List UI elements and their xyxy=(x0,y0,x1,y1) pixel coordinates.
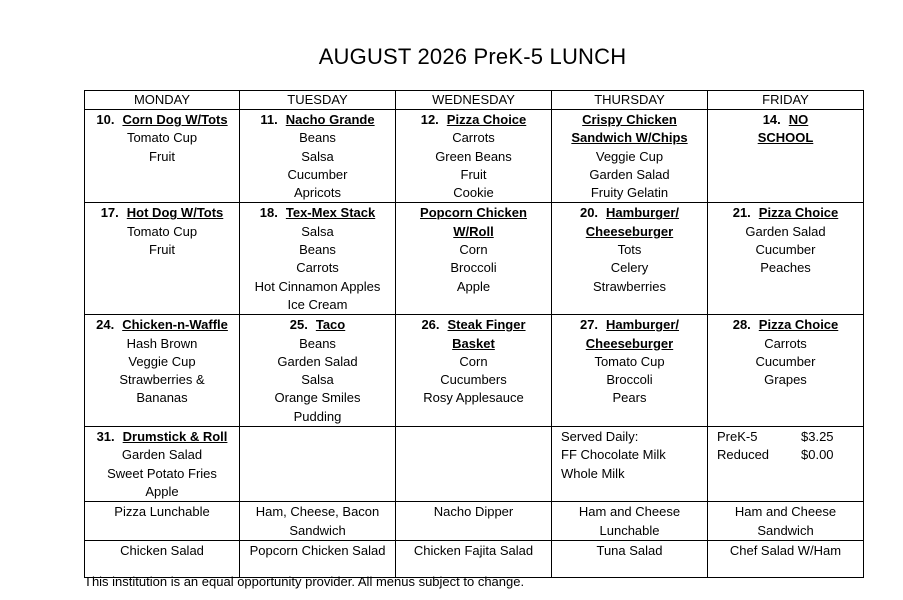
week-row xyxy=(85,315,864,427)
side-item: Cookie xyxy=(453,185,494,201)
main-dish: Corn Dog W/Tots xyxy=(122,112,228,127)
day-header-monday: MONDAY xyxy=(85,91,240,110)
main-dish: Basket xyxy=(452,335,495,351)
main-dish: Sandwich W/Chips xyxy=(571,130,688,146)
side-item: Garden Salad xyxy=(121,447,203,463)
dish-heading xyxy=(555,111,704,129)
side-item: Veggie Cup xyxy=(128,353,196,369)
side-item: Garden Salad xyxy=(745,223,826,239)
alternate-item: Pizza Lunchable xyxy=(114,504,210,520)
side-item: Corn xyxy=(459,242,488,258)
side-item: Strawberries & xyxy=(119,372,205,388)
day-cell-friday xyxy=(708,203,864,315)
day-number: 25. xyxy=(289,317,308,333)
alternate-item: Ham, Cheese, Bacon Sandwich xyxy=(255,504,380,538)
main-dish: Crispy Chicken xyxy=(582,112,677,127)
page-title: AUGUST 2026 PreK-5 LUNCH xyxy=(318,44,627,69)
day-cell-content xyxy=(85,110,239,166)
side-item: Sweet Potato Fries xyxy=(107,465,217,481)
day-cell-content xyxy=(396,203,551,295)
side-item: Beans xyxy=(299,130,336,146)
alternate-item: Nacho Dipper xyxy=(433,504,514,520)
day-cell-content xyxy=(85,315,239,407)
alternate-cell-thursday xyxy=(552,502,708,541)
side-item: Pears xyxy=(612,390,647,406)
alternate-row xyxy=(85,502,864,541)
side-item: Tomato Cup xyxy=(594,353,665,369)
day-cell-tuesday xyxy=(240,110,396,203)
dish-heading xyxy=(399,204,548,222)
day-cell-thursday xyxy=(552,110,708,203)
day-header-row xyxy=(85,91,864,110)
day-number: 21. xyxy=(732,205,751,221)
week-row xyxy=(85,203,864,315)
dish-heading xyxy=(243,316,392,334)
main-dish: Cheeseburger xyxy=(585,223,674,239)
main-dish: Hamburger/ xyxy=(606,317,680,333)
side-item: Veggie Cup xyxy=(595,148,664,164)
side-item: Salsa xyxy=(301,148,334,164)
main-dish: Nacho Grande xyxy=(285,112,375,127)
day-cell-content xyxy=(708,203,863,277)
side-item: Tomato Cup xyxy=(126,130,198,146)
main-dish: Chicken-n-Waffle xyxy=(122,317,228,333)
day-cell-content xyxy=(85,203,239,259)
main-dish: Pizza Choice xyxy=(758,317,839,333)
side-item: Tots xyxy=(617,242,642,258)
price-label: PreK-5 xyxy=(717,429,758,445)
main-dish-continued xyxy=(711,129,860,147)
alternate-item: Chef Salad W/Ham xyxy=(729,542,842,558)
day-number: 24. xyxy=(96,317,115,333)
main-dish: Pizza Choice xyxy=(446,112,527,127)
day-cell-wednesday xyxy=(396,110,552,203)
side-item: Carrots xyxy=(452,130,495,146)
day-number: 20. xyxy=(579,205,599,221)
day-number: 14. xyxy=(762,112,781,127)
side-item: Carrots xyxy=(296,260,339,276)
week-row xyxy=(85,110,864,203)
dish-heading xyxy=(555,316,704,334)
main-dish: Popcorn Chicken xyxy=(420,205,527,221)
day-cell-monday xyxy=(85,203,240,315)
served-daily-label: Served Daily: xyxy=(561,429,639,445)
alternate-row xyxy=(85,540,864,577)
side-item: Cucumber xyxy=(755,353,816,369)
side-item: Fruity Gelatin xyxy=(590,185,669,201)
alternate-cell-wednesday xyxy=(396,502,552,541)
day-cell-monday xyxy=(85,315,240,427)
empty-day-cell xyxy=(240,427,396,502)
side-item: Hot Cinnamon Apples xyxy=(254,278,381,294)
lunch-menu-table xyxy=(84,90,864,578)
day-cell-content xyxy=(396,110,551,202)
day-cell-content xyxy=(240,315,395,426)
day-header-wednesday: WEDNESDAY xyxy=(396,91,552,110)
side-item: Corn xyxy=(459,353,488,369)
side-item: Apricots xyxy=(294,185,341,201)
main-dish-continued xyxy=(555,335,704,353)
side-item: Peaches xyxy=(760,260,811,276)
day-cell-thursday xyxy=(552,203,708,315)
day-cell-content xyxy=(552,203,707,295)
side-item: Beans xyxy=(299,242,336,258)
dish-heading xyxy=(88,428,236,446)
price-row xyxy=(711,428,860,446)
day-cell-thursday xyxy=(552,315,708,427)
day-cell-tuesday xyxy=(240,203,396,315)
side-item: Fruit xyxy=(460,166,487,182)
alternate-cell-monday xyxy=(85,502,240,541)
alternate-cell-monday xyxy=(85,540,240,577)
side-item: Grapes xyxy=(764,372,807,388)
main-dish: Cheeseburger xyxy=(585,335,674,351)
main-dish: NO xyxy=(788,112,809,127)
dish-heading xyxy=(88,316,236,334)
alternate-item: Tuna Salad xyxy=(596,542,663,558)
day-cell-content xyxy=(708,110,863,148)
dish-heading xyxy=(711,204,860,222)
day-cell-monday xyxy=(85,110,240,203)
day-cell-content xyxy=(240,203,395,314)
day-cell-content xyxy=(708,315,863,389)
day-cell-content xyxy=(240,110,395,202)
day-cell-tuesday xyxy=(240,315,396,427)
day-number: 10. xyxy=(96,112,115,127)
main-dish-continued xyxy=(555,223,704,241)
day-cell-wednesday xyxy=(396,315,552,427)
day-number: 31. xyxy=(96,429,115,445)
day-header-thursday: THURSDAY xyxy=(552,91,708,110)
main-dish: Tex-Mex Stack xyxy=(285,205,376,221)
main-dish: SCHOOL xyxy=(757,130,814,146)
main-dish: Pizza Choice xyxy=(758,205,839,221)
day-number: 26. xyxy=(421,317,440,333)
day-cell-wednesday xyxy=(396,203,552,315)
main-dish-continued xyxy=(399,223,548,241)
dish-heading xyxy=(399,111,548,129)
main-dish: Taco xyxy=(315,317,346,333)
side-item: Orange Smiles xyxy=(274,390,361,406)
dish-heading xyxy=(711,316,860,334)
side-item: Bananas xyxy=(136,390,188,406)
day-cell-friday xyxy=(708,110,864,203)
side-item: Tomato Cup xyxy=(126,223,198,239)
main-dish: W/Roll xyxy=(453,223,494,239)
side-item: Salsa xyxy=(301,372,334,388)
week-row-5 xyxy=(85,427,864,502)
day-number: 27. xyxy=(579,317,599,333)
day-number: 12. xyxy=(420,112,439,127)
dish-heading xyxy=(711,111,860,129)
dish-heading xyxy=(88,111,236,129)
dish-heading xyxy=(243,204,392,222)
side-item: Salsa xyxy=(301,223,334,239)
side-item: Strawberries xyxy=(593,278,666,294)
side-item: Fruit xyxy=(149,148,175,164)
side-item: Beans xyxy=(299,335,336,351)
alternate-item: Ham and Cheese Lunchable xyxy=(578,504,681,538)
alternate-cell-tuesday xyxy=(240,502,396,541)
day-cell-monday-31 xyxy=(85,427,240,502)
day-number: 11. xyxy=(260,112,278,127)
side-item: Garden Salad xyxy=(589,166,670,182)
dish-heading xyxy=(88,204,236,222)
served-daily-cell xyxy=(552,427,708,502)
side-item: Ice Cream xyxy=(287,296,348,312)
side-item: Rosy Applesauce xyxy=(423,390,524,406)
side-item: Pudding xyxy=(293,408,342,424)
side-item: Hash Brown xyxy=(126,335,198,351)
alternate-item: Chicken Fajita Salad xyxy=(413,542,534,558)
main-dish-continued xyxy=(399,335,548,353)
alternate-item: Ham and Cheese Sandwich xyxy=(734,504,837,538)
day-number: 18. xyxy=(259,205,278,221)
price-label: Reduced xyxy=(717,447,770,463)
day-cell-friday xyxy=(708,315,864,427)
footer-note: This institution is an equal opportunity provider. All menus subject to change. xyxy=(84,574,525,589)
dish-heading xyxy=(243,111,392,129)
price-value: $0.00 xyxy=(801,447,834,463)
side-item: Cucumber xyxy=(287,166,348,182)
side-item: Garden Salad xyxy=(277,353,358,369)
side-item: Carrots xyxy=(764,335,807,351)
dish-heading xyxy=(399,316,548,334)
alternate-item: Popcorn Chicken Salad xyxy=(249,542,386,558)
main-dish-continued xyxy=(555,129,704,147)
side-item: Apple xyxy=(145,483,179,499)
alternate-cell-tuesday xyxy=(240,540,396,577)
served-daily-item: FF Chocolate Milk xyxy=(561,447,666,463)
alternate-cell-friday xyxy=(708,502,864,541)
day-header-friday: FRIDAY xyxy=(708,91,864,110)
price-value: $3.25 xyxy=(801,429,834,445)
alternate-cell-thursday xyxy=(552,540,708,577)
side-item: Celery xyxy=(610,260,649,276)
served-daily-item: Whole Milk xyxy=(561,465,625,481)
main-dish: Drumstick & Roll xyxy=(122,429,228,445)
day-cell-content xyxy=(552,110,707,202)
alternate-cell-friday xyxy=(708,540,864,577)
day-number: 28. xyxy=(732,317,751,333)
alternate-item: Chicken Salad xyxy=(120,542,204,558)
day-number: 17. xyxy=(100,205,119,221)
day-cell-content xyxy=(396,315,551,407)
side-item: Fruit xyxy=(149,242,175,258)
side-item: Green Beans xyxy=(435,148,512,164)
main-dish: Hamburger/ xyxy=(606,205,680,221)
alternate-cell-wednesday xyxy=(396,540,552,577)
dish-heading xyxy=(555,204,704,222)
side-item: Apple xyxy=(456,278,491,294)
main-dish: Hot Dog W/Tots xyxy=(126,205,224,221)
side-item: Cucumber xyxy=(755,242,816,258)
price-row xyxy=(711,446,860,464)
main-dish: Steak Finger xyxy=(447,317,526,333)
day-header-tuesday: TUESDAY xyxy=(240,91,396,110)
side-item: Cucumbers xyxy=(440,372,507,388)
day-cell-content xyxy=(552,315,707,407)
side-item: Broccoli xyxy=(450,260,497,276)
side-item: Broccoli xyxy=(606,372,653,388)
price-cell xyxy=(708,427,864,502)
empty-day-cell xyxy=(396,427,552,502)
